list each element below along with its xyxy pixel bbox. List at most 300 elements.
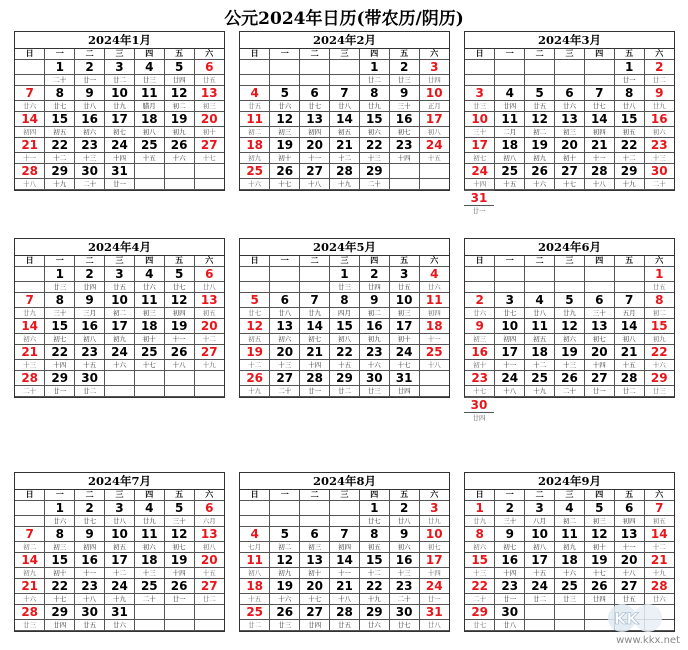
solar-day: 9 [389,527,419,542]
solar-day: 27 [555,164,585,179]
lunar-day: 十三 [644,153,674,164]
solar-day: 31 [419,605,449,620]
solar-day: 14 [15,553,45,568]
lunar-day: 十六 [525,179,555,190]
lunar-day: 十五 [75,360,105,371]
month-table [465,49,674,190]
lunar-day: 初五 [194,308,224,319]
weekday-header: 六 [194,490,224,501]
solar-day: 25 [495,164,525,179]
lunar-day: 十九 [330,179,360,190]
lunar-day: 初八 [75,334,105,345]
lunar-day: 二十 [270,386,300,397]
solar-day: 12 [555,319,585,334]
empty-cell [240,501,270,516]
solar-day: 25 [240,605,270,620]
weekday-header: 三 [555,49,585,60]
lunar-day: 廿七 [75,516,105,527]
solar-day: 3 [495,293,525,308]
month-table [240,490,449,631]
solar-day: 26 [164,138,194,153]
empty-cell [164,371,194,386]
lunar-day: 廿一 [584,386,614,397]
solar-day: 11 [134,527,164,542]
solar-day: 4 [134,267,164,282]
lunar-day: 初四 [330,542,360,553]
empty-cell [465,75,495,86]
lunar-day: 十七 [45,594,75,605]
lunar-day: 十一 [300,153,330,164]
solar-day: 12 [164,86,194,101]
lunar-day: 廿五 [330,620,360,631]
solar-day: 30 [359,371,389,386]
weekday-header: 二 [525,49,555,60]
solar-day: 20 [300,579,330,594]
weekday-header: 二 [75,49,105,60]
solar-day: 31 [389,371,419,386]
lunar-day: 廿一 [164,594,194,605]
lunar-day: 廿五 [614,594,644,605]
lunar-day: 十九 [105,594,135,605]
month-table [15,490,224,631]
weekday-header: 四 [359,256,389,267]
lunar-day: 廿三 [15,620,45,631]
lunar-day: 十六 [270,594,300,605]
lunar-day: 初五 [525,334,555,345]
lunar-day: 初十 [194,127,224,138]
solar-day: 22 [614,138,644,153]
month-calendar [14,238,225,398]
solar-day: 2 [75,60,105,75]
lunar-day: 三十 [45,308,75,319]
solar-day: 16 [389,112,419,127]
lunar-day: 初二 [164,101,194,112]
lunar-day: 廿七 [45,101,75,112]
weekday-header: 四 [359,49,389,60]
solar-day: 2 [75,267,105,282]
solar-day: 20 [194,553,224,568]
solar-day: 25 [525,371,555,386]
solar-day: 22 [330,345,360,360]
lunar-day: 初三 [270,127,300,138]
solar-day: 3 [105,60,135,75]
lunar-day: 十三 [555,360,585,371]
lunar-day: 廿五 [644,282,674,293]
weekday-header: 日 [465,490,495,501]
empty-cell [555,60,585,75]
lunar-day: 廿二 [75,386,105,397]
lunar-day: 初八 [495,153,525,164]
lunar-day: 初六 [644,127,674,138]
weekday-header: 六 [644,490,674,501]
solar-day: 23 [389,138,419,153]
empty-cell [134,164,164,179]
solar-day: 21 [584,138,614,153]
solar-day: 19 [164,553,194,568]
solar-day: 4 [555,501,585,516]
solar-day: 2 [495,501,525,516]
weekday-header: 一 [45,49,75,60]
lunar-day: 二十 [359,179,389,190]
weekday-header: 一 [270,49,300,60]
empty-cell [270,501,300,516]
solar-day: 9 [75,86,105,101]
lunar-day: 十六 [644,360,674,371]
solar-day: 19 [584,553,614,568]
empty-cell [194,620,224,631]
solar-day: 16 [644,112,674,127]
lunar-day: 廿三 [330,282,360,293]
empty-cell [164,620,194,631]
solar-day: 8 [45,527,75,542]
lunar-day: 三月 [75,308,105,319]
lunar-day: 十九 [359,594,389,605]
solar-day: 23 [359,345,389,360]
solar-day: 30 [464,397,494,412]
lunar-day: 初六 [359,127,389,138]
solar-day: 23 [644,138,674,153]
solar-day: 10 [105,86,135,101]
solar-day: 21 [644,553,674,568]
lunar-day: 十四 [419,568,449,579]
weekday-header: 六 [419,490,449,501]
solar-day: 12 [164,293,194,308]
solar-day: 7 [15,293,45,308]
empty-cell [495,267,525,282]
weekday-header: 六 [644,49,674,60]
lunar-day: 初九 [644,334,674,345]
solar-day: 7 [584,86,614,101]
lunar-day: 十五 [240,594,270,605]
lunar-day: 二十 [134,594,164,605]
lunar-day: 廿九 [555,308,585,319]
empty-cell [555,282,585,293]
solar-day: 4 [419,267,449,282]
solar-day: 12 [584,527,614,542]
weekday-header: 五 [164,256,194,267]
lunar-day: 十六 [359,360,389,371]
lunar-day: 廿七 [240,308,270,319]
lunar-day: 廿二 [330,386,360,397]
lunar-day: 十四 [389,153,419,164]
weekday-header: 四 [134,49,164,60]
solar-day: 27 [584,371,614,386]
lunar-day: 十九 [240,386,270,397]
solar-day: 15 [45,553,75,568]
lunar-day: 廿八 [194,282,224,293]
solar-day: 15 [465,553,495,568]
overflow-week [464,190,494,215]
lunar-day: 十七 [134,360,164,371]
solar-day: 30 [644,164,674,179]
weekday-header: 五 [164,49,194,60]
lunar-day: 初七 [465,153,495,164]
weekday-header: 五 [614,49,644,60]
solar-day: 28 [15,371,45,386]
weekday-header: 四 [584,256,614,267]
solar-day: 8 [465,527,495,542]
solar-day: 22 [359,579,389,594]
solar-day: 24 [105,579,135,594]
solar-day: 2 [359,267,389,282]
solar-day: 24 [495,371,525,386]
weekday-header: 二 [525,490,555,501]
lunar-day: 初六 [465,542,495,553]
lunar-day: 廿八 [419,620,449,631]
solar-day: 11 [134,86,164,101]
lunar-day: 十三 [15,360,45,371]
lunar-day: 十七 [555,179,585,190]
solar-day: 8 [45,293,75,308]
solar-day: 9 [465,319,495,334]
lunar-day: 初十 [389,334,419,345]
lunar-day: 二十 [644,179,674,190]
solar-day: 25 [134,138,164,153]
lunar-day: 十七 [300,594,330,605]
lunar-day: 廿一 [614,75,644,86]
lunar-day: 廿二 [194,594,224,605]
lunar-day: 廿八 [495,620,525,631]
lunar-day: 初九 [270,568,300,579]
lunar-day: 初二 [15,542,45,553]
watermark-logo-text: KK [614,609,639,628]
solar-day: 30 [75,164,105,179]
lunar-day: 廿五 [75,620,105,631]
lunar-day: 初八 [134,127,164,138]
solar-day: 21 [300,345,330,360]
empty-cell [555,620,585,631]
lunar-day: 十一 [15,153,45,164]
weekday-header: 四 [584,49,614,60]
solar-day: 23 [75,579,105,594]
weekday-header: 日 [15,49,45,60]
solar-day: 15 [644,319,674,334]
solar-day: 3 [105,267,135,282]
lunar-day: 二月 [495,127,525,138]
lunar-day: 廿九 [644,101,674,112]
solar-day: 18 [240,138,270,153]
lunar-day: 廿二 [105,75,135,86]
lunar-day: 十七 [465,386,495,397]
solar-day: 16 [389,553,419,568]
solar-day: 19 [164,319,194,334]
empty-cell [330,501,360,516]
empty-cell [15,282,45,293]
solar-day: 27 [194,579,224,594]
solar-day: 5 [584,501,614,516]
lunar-day: 二十 [45,75,75,86]
month-calendar [464,238,675,422]
solar-day: 7 [15,527,45,542]
weekday-header: 六 [194,49,224,60]
weekday-header: 三 [105,256,135,267]
lunar-day: 廿三 [465,101,495,112]
empty-cell [419,371,449,386]
lunar-day: 初二 [525,127,555,138]
solar-day: 31 [464,190,494,205]
lunar-day: 十八 [300,179,330,190]
lunar-day: 十八 [15,179,45,190]
lunar-day: 廿八 [105,516,135,527]
weekday-header: 五 [614,490,644,501]
lunar-day: 廿六 [465,308,495,319]
weekday-header: 五 [614,256,644,267]
solar-day: 28 [15,605,45,620]
solar-day: 27 [194,138,224,153]
lunar-day: 初二 [105,308,135,319]
solar-day: 22 [45,138,75,153]
solar-day: 4 [495,86,525,101]
lunar-day: 十七 [270,179,300,190]
lunar-day: 廿五 [194,75,224,86]
lunar-day: 十九 [194,360,224,371]
solar-day: 29 [45,605,75,620]
solar-day: 1 [465,501,495,516]
weekday-header: 三 [555,256,585,267]
lunar-day: 十一 [584,153,614,164]
solar-day: 14 [330,112,360,127]
month-title: 2024年3月 [465,32,674,49]
solar-day: 7 [644,501,674,516]
lunar-day: 初六 [15,334,45,345]
solar-day: 21 [15,345,45,360]
empty-cell [240,516,270,527]
lunar-day: 三十 [495,516,525,527]
lunar-day: 廿六 [15,101,45,112]
solar-day: 27 [614,579,644,594]
empty-cell [525,620,555,631]
lunar-day: 廿四 [164,75,194,86]
solar-day: 17 [419,112,449,127]
lunar-day: 初十 [45,568,75,579]
solar-day: 9 [75,527,105,542]
lunar-day: 十五 [330,360,360,371]
lunar-day: 初五 [614,127,644,138]
empty-cell [194,605,224,620]
page-title: 公元2024年日历(带农历/阴历) [224,9,464,29]
empty-cell [105,386,135,397]
lunar-day: 初十 [584,542,614,553]
lunar-day: 廿二 [644,75,674,86]
weekday-header: 四 [134,256,164,267]
solar-day: 21 [15,138,45,153]
lunar-day: 十三 [134,568,164,579]
solar-day: 1 [614,60,644,75]
solar-day: 27 [300,605,330,620]
solar-day: 15 [614,112,644,127]
lunar-day: 廿一 [300,386,330,397]
solar-day: 6 [194,60,224,75]
solar-day: 10 [419,527,449,542]
solar-day: 5 [525,86,555,101]
lunar-day: 初三 [300,542,330,553]
lunar-day: 廿九 [465,516,495,527]
lunar-day: 十一 [75,568,105,579]
weekday-header: 日 [465,49,495,60]
solar-day: 9 [359,293,389,308]
lunar-day: 十七 [194,153,224,164]
solar-day: 9 [389,86,419,101]
lunar-day: 初七 [164,542,194,553]
empty-cell [555,605,585,620]
solar-day: 16 [495,553,525,568]
solar-day: 3 [419,501,449,516]
solar-day: 18 [134,319,164,334]
empty-cell [525,75,555,86]
solar-day: 29 [359,605,389,620]
solar-day: 6 [194,267,224,282]
month-title: 2024年5月 [240,239,449,256]
lunar-day: 十五 [134,153,164,164]
solar-day: 13 [614,527,644,542]
solar-day: 13 [194,527,224,542]
solar-day: 30 [495,605,525,620]
empty-cell [419,386,449,397]
lunar-day: 十九 [45,179,75,190]
lunar-day: 十四 [45,360,75,371]
lunar-day: 廿二 [240,620,270,631]
solar-day: 17 [105,319,135,334]
lunar-day: 初六 [270,334,300,345]
lunar-day: 十八 [164,360,194,371]
solar-day: 26 [270,605,300,620]
solar-day: 24 [419,579,449,594]
lunar-day: 廿六 [45,516,75,527]
empty-cell [465,267,495,282]
lunar-day: 廿六 [105,620,135,631]
empty-cell [584,282,614,293]
solar-day: 16 [75,553,105,568]
solar-day: 14 [644,527,674,542]
lunar-day: 廿九 [134,516,164,527]
solar-day: 12 [240,319,270,334]
lunar-day: 十五 [614,360,644,371]
lunar-day: 五月 [614,308,644,319]
lunar-day: 初四 [75,542,105,553]
solar-day: 27 [300,164,330,179]
empty-cell [240,282,270,293]
solar-day: 15 [45,112,75,127]
solar-day: 6 [270,293,300,308]
solar-day: 25 [419,345,449,360]
solar-day: 12 [270,112,300,127]
solar-day: 2 [389,501,419,516]
empty-cell [15,501,45,516]
empty-cell [270,75,300,86]
solar-day: 14 [300,319,330,334]
solar-day: 17 [105,112,135,127]
solar-day: 18 [555,553,585,568]
empty-cell [584,267,614,282]
lunar-day: 廿五 [389,282,419,293]
lunar-day: 十一 [330,568,360,579]
lunar-day: 廿六 [555,101,585,112]
weekday-header: 日 [240,49,270,60]
solar-day: 16 [359,319,389,334]
solar-day: 24 [465,164,495,179]
solar-day: 30 [75,605,105,620]
lunar-day: 初三 [389,308,419,319]
empty-cell [134,620,164,631]
weekday-header: 五 [389,256,419,267]
empty-cell [15,267,45,282]
lunar-day: 初五 [644,516,674,527]
empty-cell [300,60,330,75]
solar-day: 21 [330,138,360,153]
solar-day: 17 [525,553,555,568]
solar-day: 11 [525,319,555,334]
lunar-day: 二十 [465,594,495,605]
